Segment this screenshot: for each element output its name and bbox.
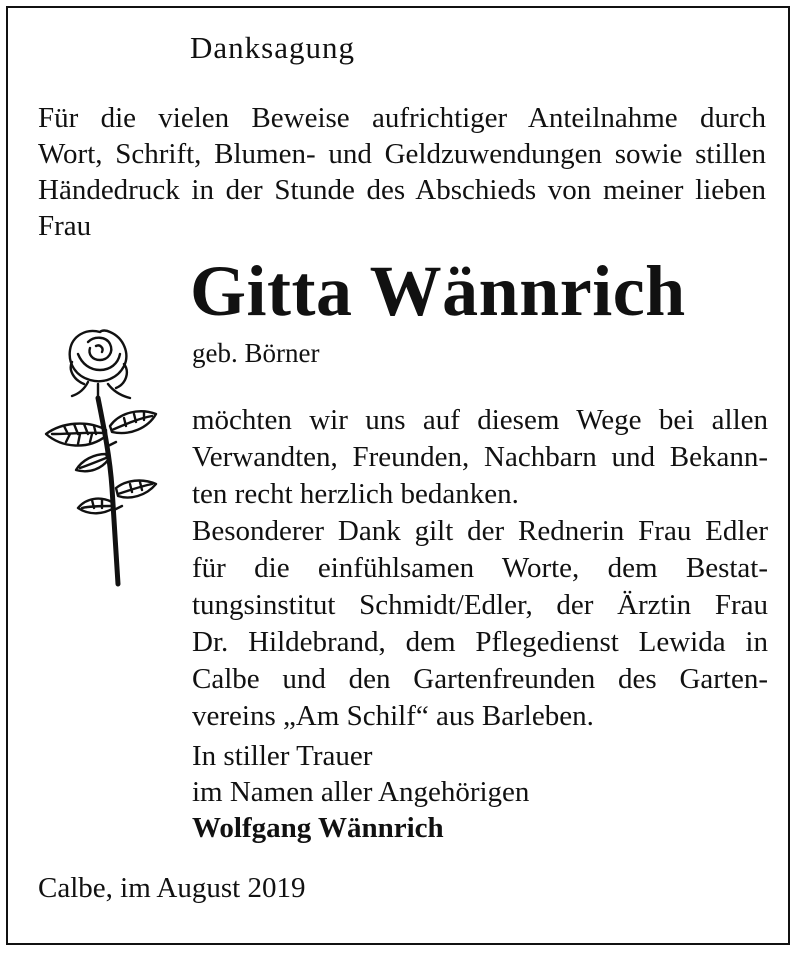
thanks-line: Besonderer Dank gilt der Rednerin Frau Edler — [192, 515, 768, 547]
place-date: Calbe, im August 2019 — [38, 872, 306, 904]
thanks-paragraph — [192, 402, 768, 735]
thanks-line: für die einfühlsamen Worte, dem Bestat- — [192, 552, 768, 584]
intro-line: Frau — [38, 210, 92, 242]
rose-icon — [38, 318, 178, 590]
thanks-line: ten recht herzlich bedanken. — [192, 478, 519, 510]
family-line: im Namen aller Angehörigen — [192, 776, 530, 808]
intro-paragraph — [38, 100, 766, 244]
mourning-line: In stiller Trauer — [192, 740, 373, 772]
thanks-line: möchten wir uns auf diesem Wege bei allen — [192, 404, 768, 436]
notice-title: Danksagung — [190, 30, 355, 65]
thanks-line: Calbe und den Gartenfreunden des Garten- — [192, 663, 768, 695]
birth-name: geb. Börner — [192, 338, 320, 368]
intro-line: Wort, Schrift, Blumen- und Geldzuwendungen sowie stillen — [38, 138, 766, 170]
thanks-line: Verwandten, Freunden, Nachbarn und Bekann- — [192, 441, 768, 473]
signer-name: Wolfgang Wännrich — [192, 812, 444, 844]
signature-block — [192, 738, 529, 846]
intro-line: Händedruck in der Stunde des Abschieds von meiner lieben — [38, 174, 766, 206]
thanks-line: vereins „Am Schilf“ aus Barleben. — [192, 700, 594, 732]
thanks-line: tungsinstitut Schmidt/Edler, der Ärztin Frau — [192, 589, 768, 621]
thanks-line: Dr. Hildebrand, dem Pflegedienst Lewida in — [192, 626, 768, 658]
intro-line: Für die vielen Beweise aufrichtiger Anteilnahme durch — [38, 102, 766, 134]
deceased-name: Gitta Wännrich — [190, 251, 686, 331]
